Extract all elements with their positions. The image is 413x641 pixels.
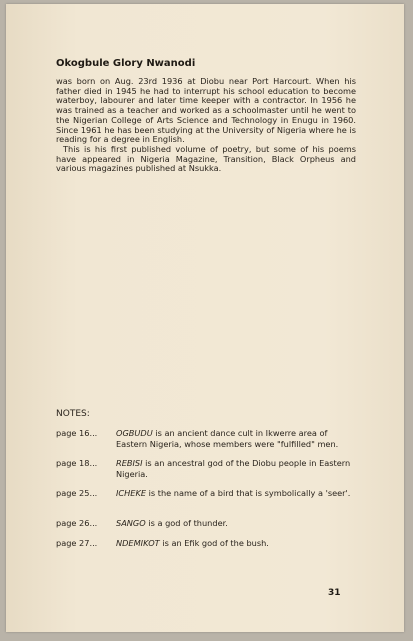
note-definition (116, 488, 356, 499)
note-term: REBISI (116, 458, 143, 468)
book-page (6, 4, 404, 632)
note-definition (116, 458, 356, 480)
note-term: NDEMIKOT (116, 538, 160, 548)
note-term: SANGO (116, 518, 146, 528)
note-definition (116, 538, 356, 549)
note-term: OGBUDU (116, 428, 153, 438)
note-page-ref: page 27... (56, 538, 98, 548)
notes-heading: NOTES: (56, 409, 90, 419)
biography-paragraph: was born on Aug. 23rd 1936 at Diobu near Port Harcourt. When his father died in 1945 he had to interrupt his school education to become waterboy, labourer and later time keeper with a contractor. In 1956 he was trained as a teacher and worked as a schoolmaster until he went to the Nigerian College of Arts Science and Technology in Enugu in 1960. Since 1961 he has been studying at the University of Nigeria where he is reading for a degree in English. (56, 76, 356, 145)
note-description: is an Efik god of the bush. (162, 538, 269, 548)
note-description: is an ancient dance cult in Ikwerre area of Eastern Nigeria, whose members were "fulfilled" men. (116, 428, 339, 449)
note-definition (116, 518, 356, 529)
note-description: is the name of a bird that is symbolically a 'seer'. (148, 488, 351, 498)
note-page-ref: page 26... (56, 518, 98, 528)
biography-paragraph: This is his first published volume of poetry, but some of his poems have appeared in Nigeria Magazine, Transition, Black Orpheus and various magazines published at Nsukka. (56, 143, 356, 174)
author-name: Okogbule Glory Nwanodi (56, 58, 196, 69)
note-page-ref: page 25... (56, 488, 98, 498)
note-definition (116, 428, 356, 450)
note-term: ICHEKE (116, 488, 147, 498)
page-number: 31 (328, 588, 341, 598)
note-description: is a god of thunder. (148, 518, 228, 528)
author-biography (56, 77, 356, 174)
note-description: is an ancestral god of the Diobu people in Eastern Nigeria. (116, 458, 351, 479)
note-page-ref: page 16... (56, 428, 98, 438)
note-page-ref: page 18... (56, 458, 98, 468)
